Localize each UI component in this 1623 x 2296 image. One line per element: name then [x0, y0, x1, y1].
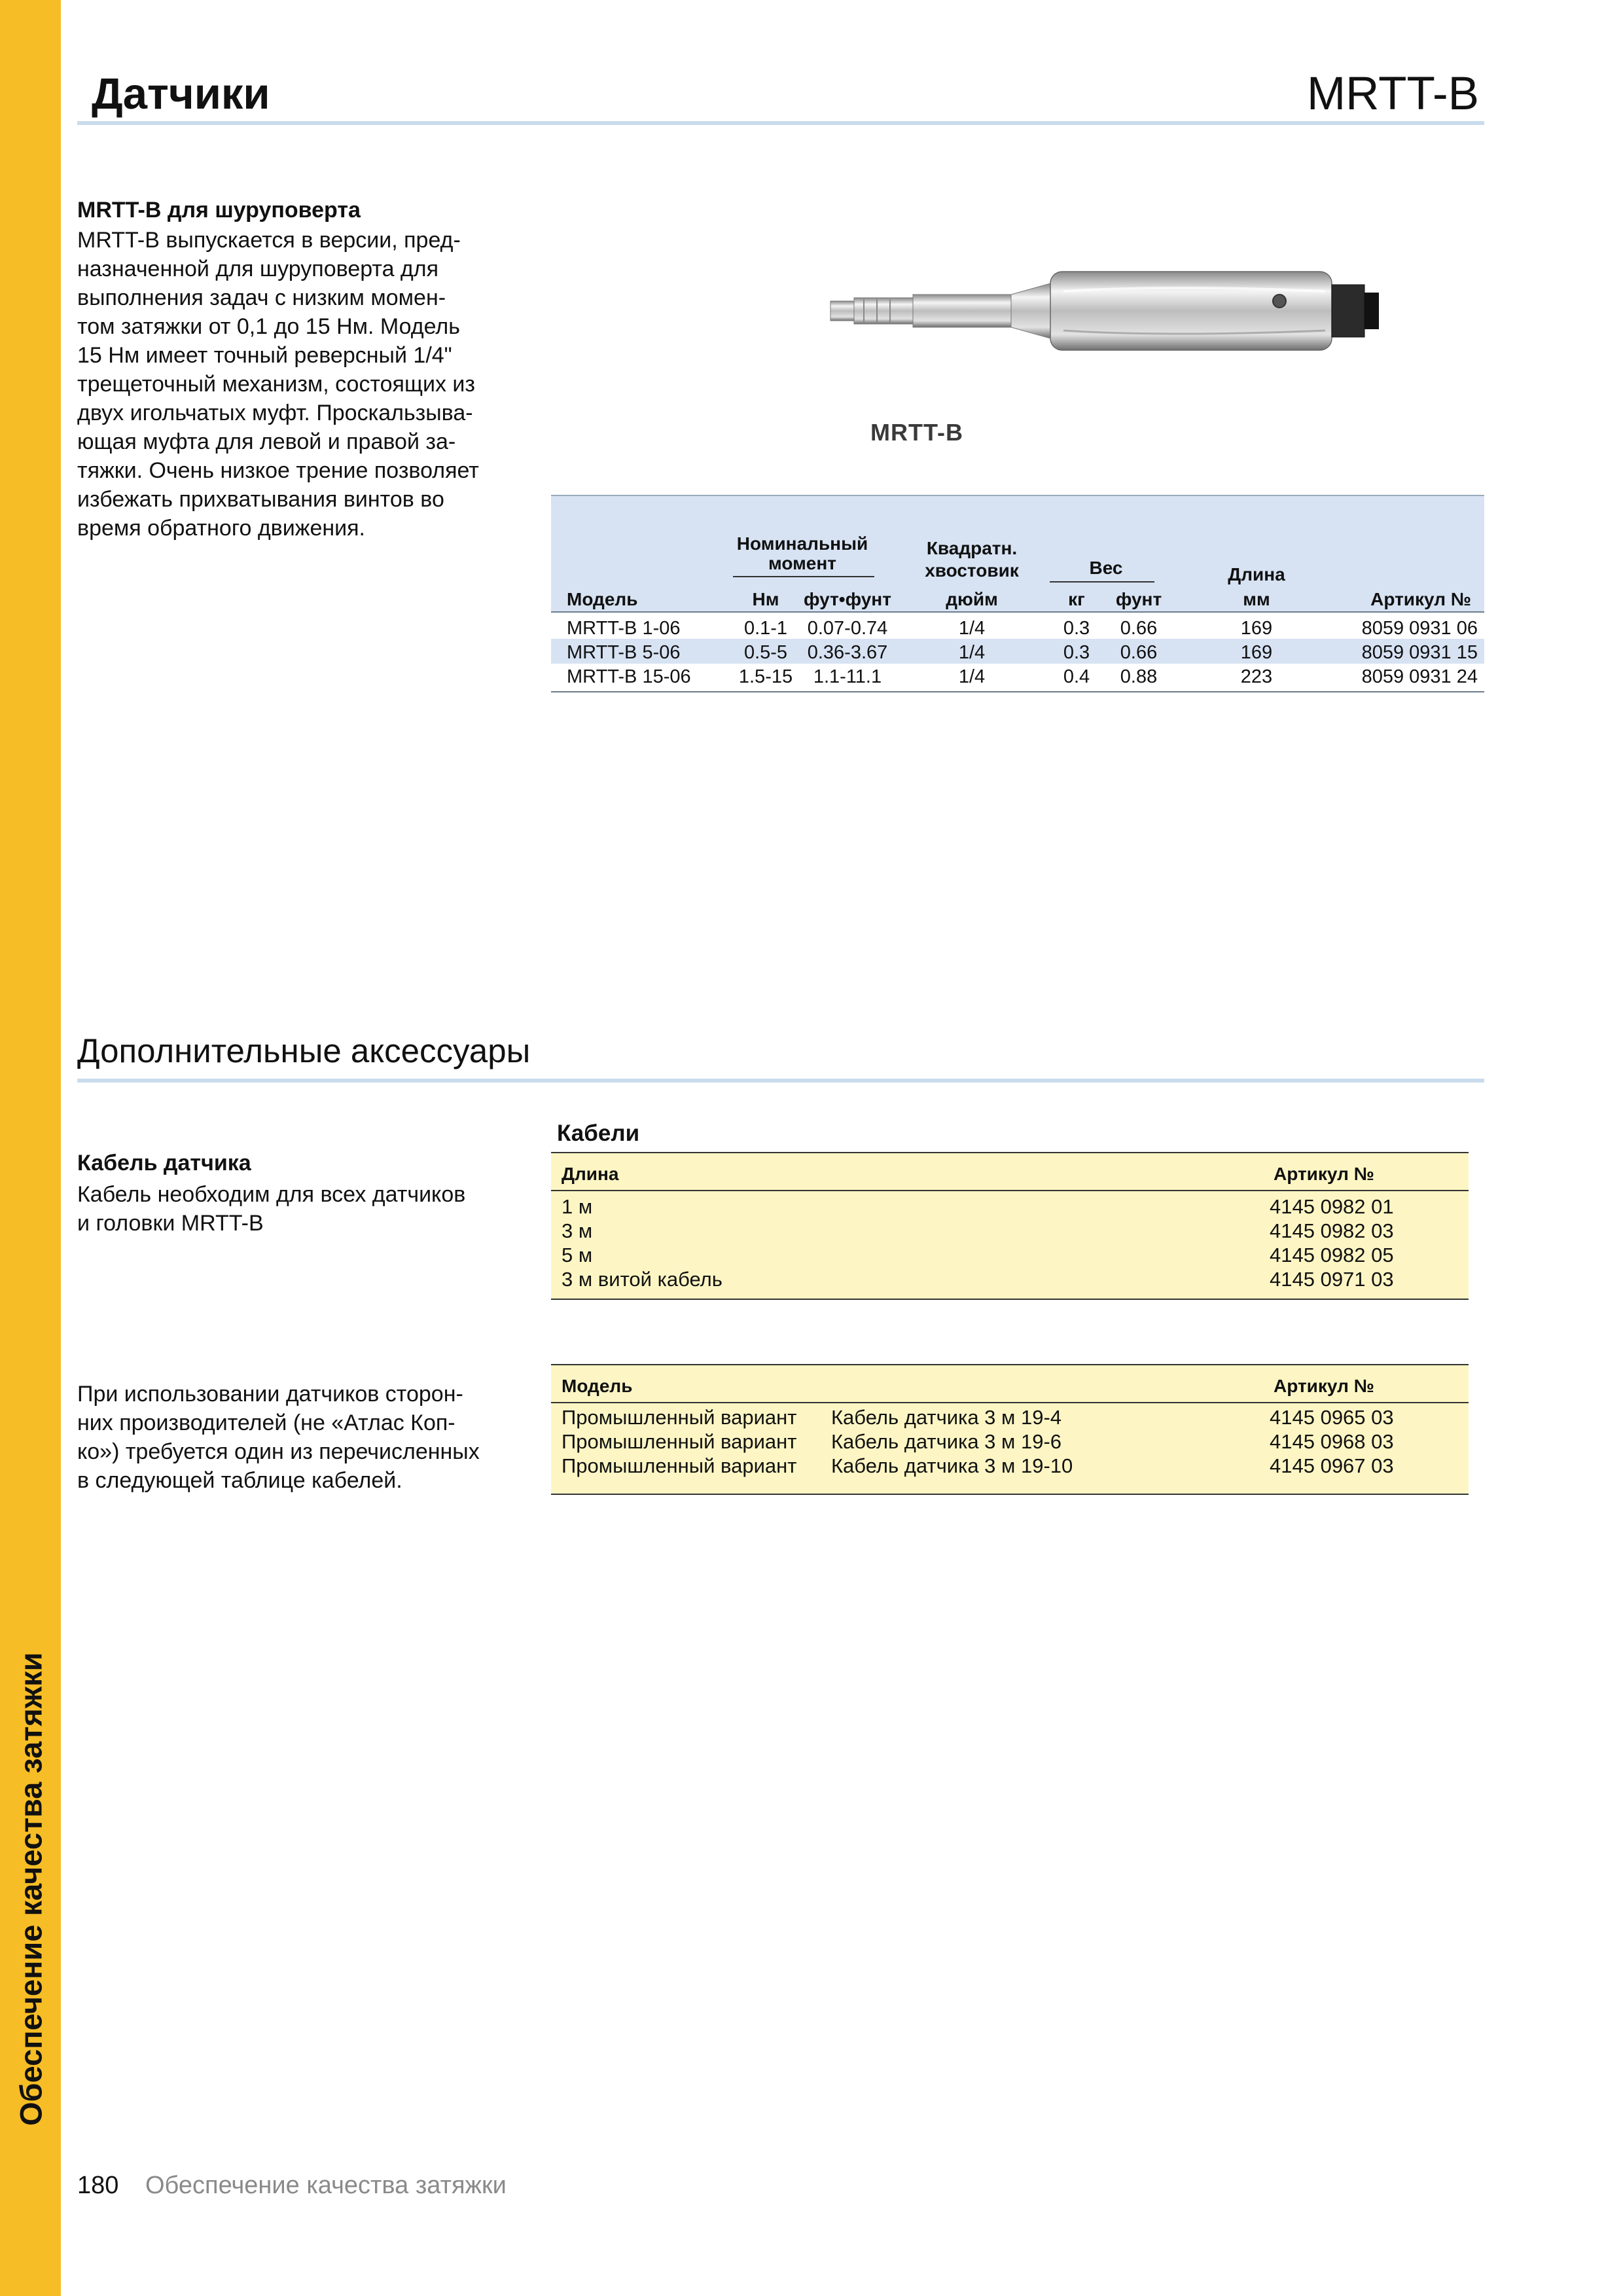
spec-header-divider — [551, 611, 1484, 613]
intro-line: том затяжки от 0,1 до 15 Нм. Модель — [77, 314, 460, 339]
third-party-line: При использовании датчиков сторон- — [77, 1382, 463, 1407]
weight-group-header: Вес — [1089, 558, 1123, 578]
header-divider — [77, 121, 1484, 125]
spec-cell: MRTT-B 5-06 — [567, 642, 681, 663]
intro-line: ющая муфта для левой и правой за- — [77, 429, 456, 454]
models-header-rule — [551, 1402, 1469, 1403]
spec-cell: 0.66 — [1120, 618, 1158, 639]
models-row-cable: Кабель датчика 3 м 19-4 — [831, 1406, 1062, 1429]
weight-group-underline — [1050, 581, 1154, 583]
intro-line: MRTT-B выпускается в версии, пред- — [77, 228, 461, 253]
col-model: Модель — [567, 589, 638, 609]
intro-line: время обратного движения. — [77, 516, 366, 541]
models-row-cable: Кабель датчика 3 м 19-10 — [831, 1454, 1073, 1477]
intro-line: назначенной для шуруповерта для — [77, 257, 439, 281]
cables-row-length: 5 м — [562, 1244, 593, 1266]
spec-cell: 1/4 — [958, 666, 986, 687]
cable-subhead: Кабель датчика — [77, 1151, 251, 1175]
spec-cell: 1/4 — [958, 642, 986, 663]
third-party-line: в следующей таблице кабелей. — [77, 1468, 402, 1493]
spec-cell: MRTT-B 15-06 — [567, 666, 691, 687]
cables-table-title: Кабели — [557, 1121, 640, 1146]
col-kg: кг — [1068, 589, 1085, 609]
square-drive-header: Квадратн. — [926, 538, 1018, 558]
intro-subhead: MRTT-B для шуруповерта — [77, 198, 361, 223]
cables-col-length: Длина — [562, 1164, 619, 1184]
intro-line: тяжки. Очень низкое трение позволяет — [77, 458, 479, 483]
spec-cell: 0.5-5 — [743, 642, 788, 663]
cables-row-article: 4145 0982 05 — [1270, 1244, 1394, 1266]
page-model: MRTT-B — [1307, 68, 1479, 120]
col-article: Артикул № — [1370, 589, 1471, 609]
spec-cell: 169 — [1240, 618, 1273, 639]
spec-cell: 0.1-1 — [743, 618, 788, 639]
intro-line: 15 Нм имеет точный реверсный 1/4" — [77, 343, 452, 368]
side-tab-label: Обеспечение качества затяжки — [13, 1652, 48, 2126]
models-row-variant: Промышленный вариант — [562, 1454, 797, 1477]
torque-group-header: Номинальный — [736, 533, 868, 554]
intro-line: двух игольчатых муфт. Проскальзыва- — [77, 401, 473, 425]
col-nm: Нм — [752, 589, 779, 609]
col-inch: дюйм — [946, 589, 998, 609]
models-row-variant: Промышленный вариант — [562, 1406, 797, 1429]
accessories-divider — [77, 1079, 1484, 1083]
square-drive-header-2: хвостовик — [925, 560, 1019, 581]
spec-cell: 0.4 — [1063, 666, 1090, 687]
torque-group-header-2: момент — [768, 553, 836, 573]
models-col-article: Артикул № — [1274, 1376, 1374, 1396]
spec-cell: 169 — [1240, 642, 1273, 663]
models-row-article: 4145 0965 03 — [1270, 1406, 1394, 1429]
product-image-label: MRTT-B — [870, 419, 963, 446]
spec-cell: 1.5-15 — [738, 666, 793, 687]
cables-row-article: 4145 0982 03 — [1270, 1219, 1394, 1242]
models-row-cable: Кабель датчика 3 м 19-6 — [831, 1430, 1062, 1453]
models-col-model: Модель — [562, 1376, 633, 1396]
cables-row-length: 3 м — [562, 1219, 593, 1242]
spec-table-bottom-rule — [551, 691, 1484, 692]
accessories-title: Дополнительные аксессуары — [77, 1032, 531, 1069]
col-mm: мм — [1243, 589, 1270, 609]
cables-row-length: 3 м витой кабель — [562, 1268, 722, 1291]
intro-line: трещеточный механизм, состоящих из — [77, 372, 475, 397]
spec-cell: 0.36-3.67 — [807, 642, 888, 663]
models-row-variant: Промышленный вариант — [562, 1430, 797, 1453]
page-number: 180 — [77, 2172, 119, 2199]
torque-transducer-tool-icon — [828, 265, 1391, 357]
torque-group-underline — [733, 576, 874, 577]
spec-cell: 1/4 — [958, 618, 986, 639]
third-party-line: них производителей (не «Атлас Коп- — [77, 1410, 455, 1435]
spec-cell: 223 — [1240, 666, 1273, 687]
spec-cell: 0.3 — [1063, 618, 1090, 639]
length-header: Длина — [1228, 564, 1285, 584]
models-row-article: 4145 0967 03 — [1270, 1454, 1394, 1477]
cables-header-rule — [551, 1190, 1469, 1191]
intro-line: выполнения задач с низким момен- — [77, 285, 446, 310]
spec-cell: 8059 0931 15 — [1361, 642, 1478, 663]
cables-row-article: 4145 0982 01 — [1270, 1195, 1394, 1218]
spec-cell: 8059 0931 06 — [1361, 618, 1478, 639]
cables-col-article: Артикул № — [1274, 1164, 1374, 1184]
intro-paragraph — [77, 226, 522, 543]
cable-line: Кабель необходим для всех датчиков — [77, 1182, 466, 1207]
page-title: Датчики — [92, 69, 270, 118]
intro-line: избежать прихватывания винтов во — [77, 487, 444, 512]
cable-line: и головки MRTT-B — [77, 1211, 264, 1236]
cables-row-length: 1 м — [562, 1195, 593, 1218]
spec-cell: MRTT-B 1-06 — [567, 618, 681, 639]
cables-row-article: 4145 0971 03 — [1270, 1268, 1394, 1291]
spec-cell: 1.1-11.1 — [813, 666, 882, 687]
models-row-article: 4145 0968 03 — [1270, 1430, 1394, 1453]
spec-cell: 0.66 — [1120, 642, 1158, 663]
spec-cell: 8059 0931 24 — [1361, 666, 1478, 687]
spec-cell: 0.07-0.74 — [807, 618, 888, 639]
spec-cell: 0.3 — [1063, 642, 1090, 663]
third-party-paragraph — [77, 1380, 522, 1495]
cable-paragraph — [77, 1180, 535, 1238]
col-lb: фунт — [1115, 589, 1162, 609]
third-party-line: ко») требуется один из перечисленных — [77, 1439, 480, 1464]
footer-section-name: Обеспечение качества затяжки — [145, 2172, 507, 2199]
col-ftlb: фут•фунт — [804, 589, 891, 609]
spec-cell: 0.88 — [1120, 666, 1158, 687]
